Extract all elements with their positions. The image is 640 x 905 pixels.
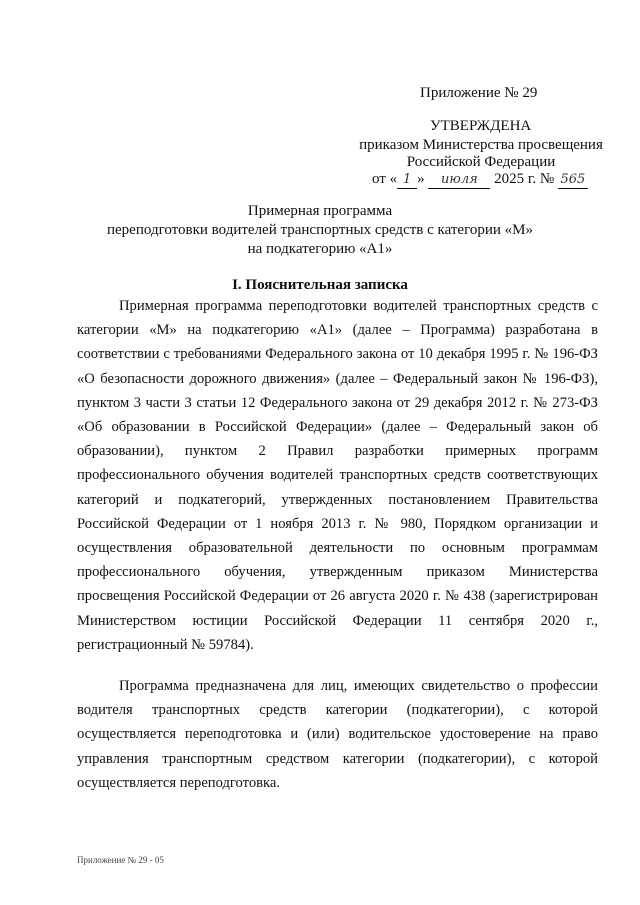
program-title-line-3: на подкатегорию «А1» [247,241,393,257]
date-prefix: от « [372,171,398,187]
order-date-line [372,170,588,189]
date-day-handwritten: 1 [397,172,417,189]
paragraph-2: Программа предназначена для лиц, имеющих свидетельство о профессии водителя транспортных средств категории (подкатегории), с которой осуществляется переподготовка и (или) водительское удостоверение на право управления транспортным средством категории (подкатегории), с которой осуществляется переподготовка. [77,678,598,791]
order-number-handwritten: 565 [558,172,588,189]
approval-stamp-text: УТВЕРЖДЕНА [430,118,532,134]
paragraph-1: Примерная программа переподготовки водителей транспортных средств с категории «М» на подкатегорию «А1» (далее – Программа) разработана в соответствии с требованиями Федерального закона от 10 декабря 1995 г. № 196-ФЗ «О безопасности дорожного движения» (далее – Федеральный закон № 196-ФЗ), пунктом 3 части 3 статьи 12 Федерального закона от 29 декабря 2012 г. № 273-ФЗ «Об образовании в Российской Федерации» (далее – Федеральный закон об образовании), пунктом 2 Правил разработки примерных программ профессионального обучения водителей транспортных средств соответствующих категорий и подкатегорий, утвержденных постановлением Правительства Российской Федерации от 1 ноября 2013 г. № 980, Порядком организации и осуществления образовательной деятельности по основным программам профессионального обучения, утвержденным приказом Министерства просвещения Российской Федерации от 26 августа 2020 г. № 438 (зарегистрирован Министерством юстиции Российской Федерации 11 сентября 2020 г., регистрационный № 59784). [77,298,598,653]
date-month-handwritten: июля [428,172,490,189]
appendix-number: Приложение № 29 [420,85,538,101]
page-footer: Приложение № 29 - 05 [77,855,164,865]
section-heading: I. Пояснительная записка [232,277,408,293]
program-title-line-2: переподготовки водителей транспортных средств с категории «М» [107,222,533,238]
program-title-line-1: Примерная программа [247,203,393,219]
date-year-number: 2025 г. № [494,171,555,187]
order-line-2: Российской Федерации [406,154,556,170]
order-line-1: приказом Министерства просвещения [359,137,603,153]
date-mid: » [417,171,425,187]
